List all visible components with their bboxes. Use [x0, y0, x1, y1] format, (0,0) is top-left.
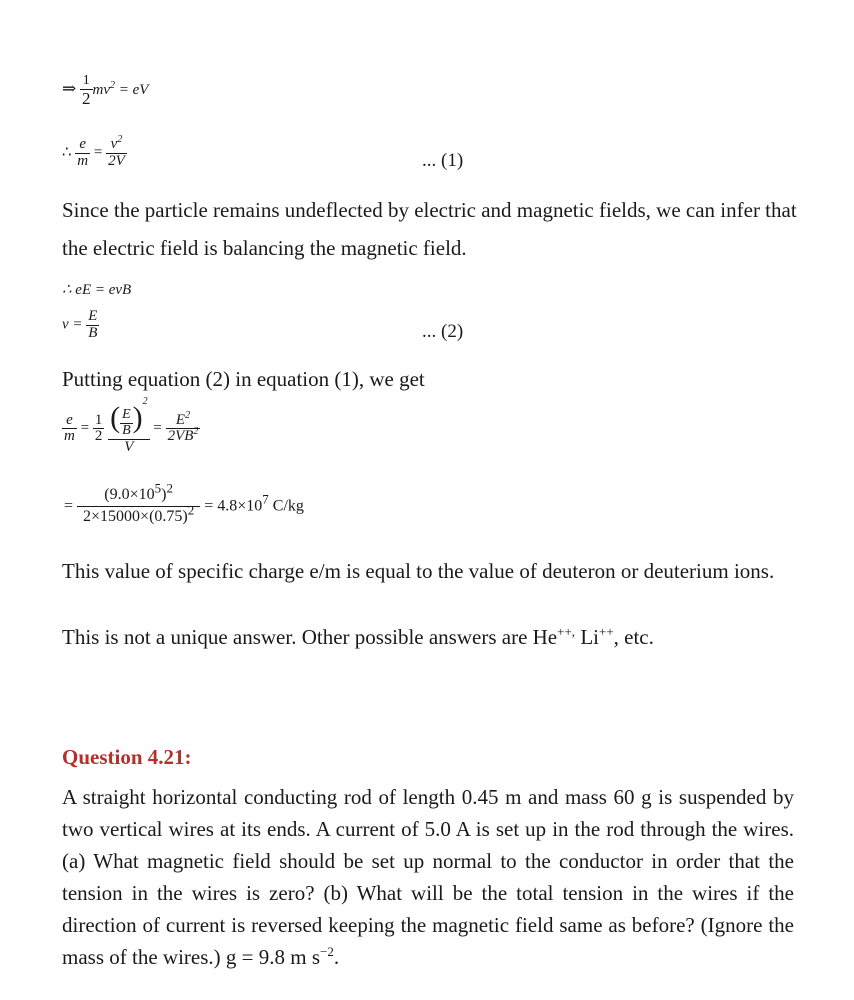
equation-3: $\frac{e}{m}$ = $\frac{1}{2}$ ( $\frac{E}{B}$ )$^2$ V = $\frac{E^2}{2VB^2}$: [64, 396, 199, 455]
fraction-e2-over-2vb2: $\frac{E^2}{2VB^2}$: [167, 409, 199, 445]
question-title: Question 4.21:: [62, 745, 192, 769]
fraction-half: $\frac{1}{2}$: [82, 73, 91, 108]
therefore-symbol: ∴: [62, 144, 72, 161]
implies-arrow: ⇒: [62, 79, 77, 99]
equation-4: = $\frac{(9.0\times 10^5)^2}{2\times 15000\times(0.75)^2}$ = $4.8\times 10^7$ C/kg: [64, 480, 304, 525]
equation-2-tag: ... (2): [422, 321, 464, 342]
equation-kinetic-energy: ⇒ $\frac{1}{2}$ $mv^2$ = eV: [62, 73, 149, 108]
paragraph-unique: This is not a unique answer. Other possible answers are He++, Li++, etc.: [62, 624, 654, 649]
fraction-e-over-m: $\frac{e}{m}$: [77, 136, 89, 169]
fraction-eb-squared-over-v: ( $\frac{E}{B}$ )$^2$ V: [110, 396, 148, 455]
equation-2: v = $\frac{E}{B}$: [62, 308, 98, 341]
equation-1-tag: ... (1): [422, 150, 464, 171]
paragraph-since: Since the particle remains undeflected by electric and magnetic fields, we can infer that the electric field is balancing the magnetic field.: [62, 198, 797, 260]
fraction-e-over-m-2: $\frac{e}{m}$: [64, 411, 75, 445]
paragraph-value: This value of specific charge e/m is equal to the value of deuteron or deuterium ions.: [62, 559, 775, 583]
fraction-one-half: $\frac{1}{2}$: [94, 411, 103, 445]
fraction-numeric: $\frac{(9.0\times 10^5)^2}{2\times 15000\times(0.75)^2}$: [77, 487, 200, 526]
paragraph-putting: Putting equation (2) in equation (1), we get: [62, 367, 425, 391]
fraction-e-over-b: $\frac{E}{B}$: [88, 308, 98, 341]
question-body: A straight horizontal conducting rod of length 0.45 m and mass 60 g is suspended by two vertical wires at its ends. A current of 5.0 A is set up in the rod through the wires. (a) What magnetic field should be set up normal to the conductor in order that the tension in the wires is zero? (b) What will be the total tension in the wires if the direction of current is reversed keeping the magnetic field same as before? (Ignore the mass of the wires.) g = 9.8 m $s^{-2}$.: [62, 785, 794, 969]
equation-force-balance: ∴ eE = evB: [62, 282, 132, 298]
equation-1: ∴ $\frac{e}{m}$ = $\frac{v^2}{2V}$: [62, 134, 125, 169]
fraction-v2-over-2v: $\frac{v^2}{2V}$: [108, 134, 125, 169]
